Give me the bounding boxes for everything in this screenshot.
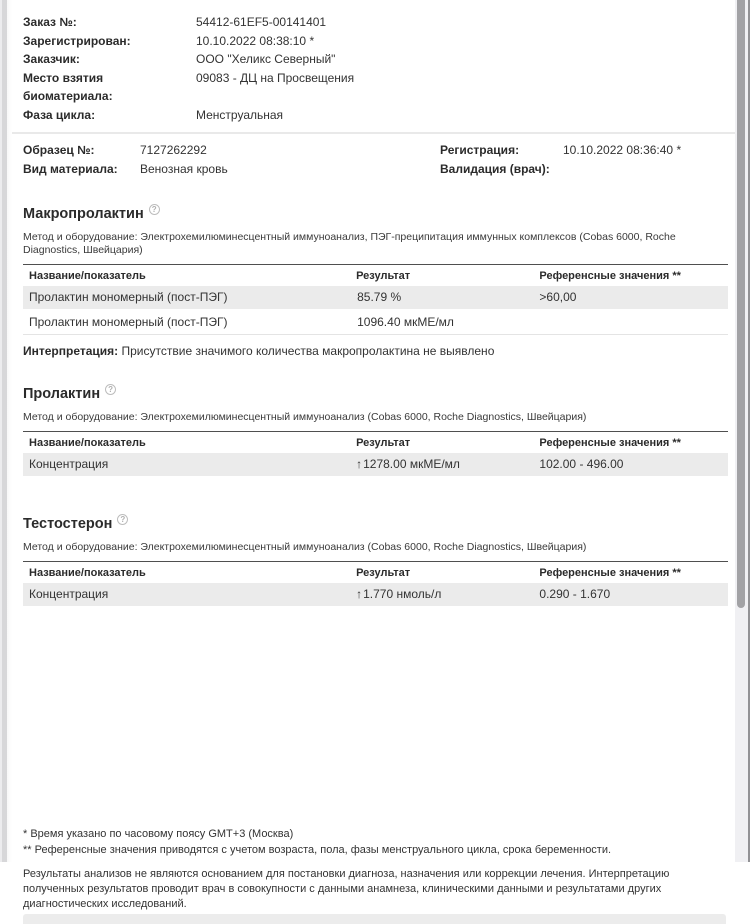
result-cell bbox=[350, 588, 533, 601]
col-name-header: Название/показатель bbox=[29, 437, 146, 449]
analyte-name: Пролактин мономерный (пост-ПЭГ) bbox=[29, 315, 228, 329]
order-number-row bbox=[23, 13, 728, 32]
sample-number-value: 7127262292 bbox=[140, 143, 207, 157]
col-reference-header: Референсные значения ** bbox=[539, 437, 681, 449]
interpretation-label: Интерпретация: bbox=[23, 344, 119, 358]
sample-number-row bbox=[23, 141, 440, 160]
cycle-phase-label: Фаза цикла: bbox=[23, 107, 96, 122]
section-macroprolactin bbox=[23, 204, 728, 358]
result-value: 1096.40 мкМЕ/мл bbox=[357, 315, 454, 329]
next-section-edge bbox=[23, 914, 726, 924]
result-cell bbox=[350, 316, 533, 329]
customer-row bbox=[23, 50, 728, 69]
reference-value: 102.00 - 496.00 bbox=[539, 457, 624, 471]
table-row bbox=[23, 311, 728, 335]
method-line: Метод и оборудование: Электрохемилюминесцентный иммуноанализ (Cobas 6000, Roche Diagnostics, Швейцария) bbox=[23, 411, 587, 423]
material-type-row bbox=[23, 160, 440, 179]
material-type-label: Вид материала: bbox=[23, 161, 118, 176]
col-result-header: Результат bbox=[356, 567, 411, 579]
help-icon[interactable]: ? bbox=[105, 384, 116, 395]
results-table bbox=[23, 264, 728, 335]
validation-row bbox=[440, 160, 728, 179]
lab-report-page bbox=[12, 0, 735, 910]
table-row bbox=[23, 453, 728, 476]
empty-space bbox=[23, 606, 728, 826]
page-left-edge bbox=[0, 0, 12, 862]
cycle-phase-row bbox=[23, 106, 728, 125]
help-icon[interactable]: ? bbox=[117, 514, 128, 525]
col-reference-header: Референсные значения ** bbox=[539, 270, 681, 282]
reference-value bbox=[533, 316, 728, 329]
registered-value: 10.10.2022 08:38:10 * bbox=[196, 33, 315, 48]
footnote-timezone: * Время указано по часовому поясу GMT+3 (Москва) bbox=[23, 828, 294, 840]
sample-info-left bbox=[23, 141, 440, 178]
help-icon[interactable]: ? bbox=[149, 204, 160, 215]
interpretation-text: Присутствие значимого количества макропролактина не выявлено bbox=[121, 344, 495, 358]
collection-place-label: Место взятия биоматериала: bbox=[23, 70, 113, 103]
registration-label: Регистрация: bbox=[440, 143, 520, 157]
customer-label: Заказчик: bbox=[23, 52, 80, 66]
section-title bbox=[23, 204, 728, 224]
results-table bbox=[23, 561, 728, 606]
reference-value: 0.290 - 1.670 bbox=[539, 587, 611, 601]
method-line: Метод и оборудование: Электрохемилюминесцентный иммуноанализ (Cobas 6000, Roche Diagnostics, Швейцария) bbox=[23, 541, 587, 553]
section-title bbox=[23, 384, 728, 404]
section-divider bbox=[12, 132, 739, 134]
table-header-row bbox=[23, 561, 728, 583]
registration-row bbox=[440, 141, 728, 160]
section-title-text: Пролактин bbox=[23, 386, 101, 402]
section-testosterone bbox=[23, 514, 728, 606]
col-result-header: Результат bbox=[356, 437, 411, 449]
registered-label: Зарегистрирован: bbox=[23, 33, 131, 48]
result-value: 1278.00 мкМЕ/мл bbox=[363, 457, 460, 471]
collection-place-row bbox=[23, 69, 728, 106]
result-cell bbox=[350, 458, 533, 471]
table-row bbox=[23, 286, 728, 309]
reference-value: >60,00 bbox=[539, 290, 577, 304]
customer-value: ООО "Хеликс Северный" bbox=[196, 52, 336, 66]
results-table bbox=[23, 431, 728, 476]
analyte-name: Концентрация bbox=[29, 587, 109, 601]
result-value: 85.79 % bbox=[357, 290, 402, 304]
sample-info-block bbox=[23, 141, 728, 178]
col-result-header: Результат bbox=[356, 270, 411, 282]
order-info-block bbox=[23, 13, 728, 124]
section-title-text: Макропролактин bbox=[23, 206, 144, 222]
section-title-text: Тестостерон bbox=[23, 516, 113, 532]
collection-place-value: 09083 - ДЦ на Просвещения bbox=[196, 70, 355, 85]
col-name-header: Название/показатель bbox=[29, 270, 146, 282]
section-title bbox=[23, 514, 728, 534]
col-name-header: Название/показатель bbox=[29, 567, 146, 579]
high-arrow-icon: ↑ bbox=[356, 457, 363, 471]
table-row bbox=[23, 583, 728, 606]
validation-label: Валидация (врач): bbox=[440, 161, 550, 176]
result-value: 1.770 нмоль/л bbox=[363, 587, 442, 601]
order-number-label: Заказ №: bbox=[23, 15, 77, 29]
col-reference-header: Референсные значения ** bbox=[539, 567, 681, 579]
cycle-phase-value: Менструальная bbox=[196, 107, 284, 122]
interpretation-line bbox=[23, 344, 728, 358]
section-prolactin bbox=[23, 384, 728, 476]
registration-value: 10.10.2022 08:36:40 * bbox=[563, 143, 682, 157]
sample-number-label: Образец №: bbox=[23, 143, 95, 157]
vertical-scrollbar[interactable] bbox=[735, 0, 750, 862]
result-cell bbox=[350, 291, 533, 304]
analyte-name: Пролактин мономерный (пост-ПЭГ) bbox=[29, 290, 228, 304]
method-line: Метод и оборудование: Электрохемилюминесцентный иммуноанализ, ПЭГ-преципитация иммунных комплексов (Cobas 6000, Roche Diagnostics, Швейцария) bbox=[23, 231, 676, 256]
footnote-reference: ** Референсные значения приводятся с учетом возраста, пола, фазы менструального цикла, срока беременности. bbox=[23, 844, 612, 856]
disclaimer-text: Результаты анализов не являются основанием для постановки диагноза, назначения или коррекции лечения. Интерпретацию полученных результатов проводит врач в совокупности с данными анамнеза, клиническими данными и результатами других диагностических исследований. bbox=[23, 868, 670, 910]
scrollbar-thumb[interactable] bbox=[737, 0, 745, 608]
material-type-value: Венозная кровь bbox=[140, 161, 228, 176]
registered-row bbox=[23, 32, 728, 51]
table-header-row bbox=[23, 264, 728, 286]
sample-info-right bbox=[440, 141, 728, 178]
high-arrow-icon: ↑ bbox=[356, 587, 363, 601]
order-number-value: 54412-61EF5-00141401 bbox=[196, 15, 327, 29]
table-header-row bbox=[23, 431, 728, 453]
analyte-name: Концентрация bbox=[29, 457, 109, 471]
